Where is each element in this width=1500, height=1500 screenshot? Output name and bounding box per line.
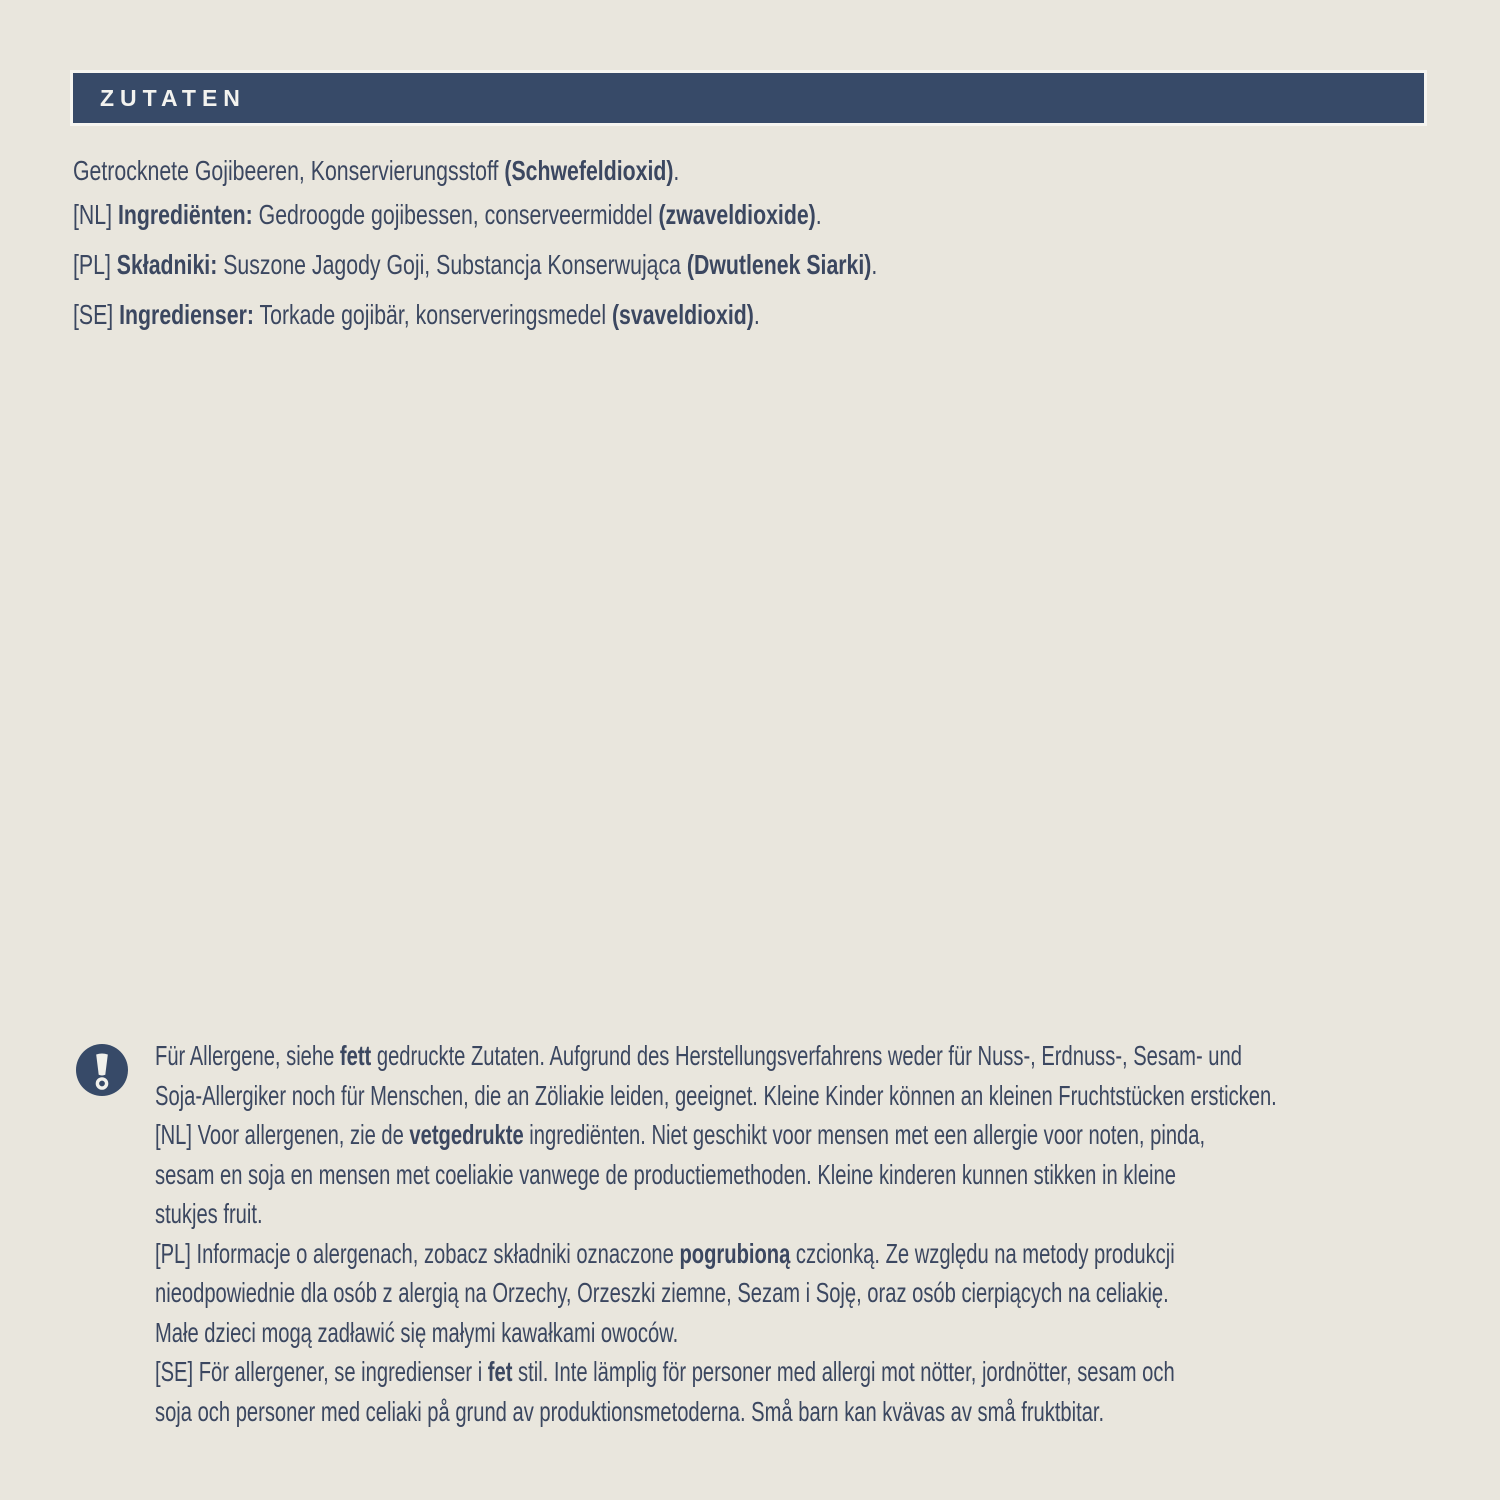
warning-line-de-1: Für Allergene, siehe fett gedruckte Zutaten. Aufgrund des Herstellungsverfahrens weder für Nuss-, Erdnuss-, Sesam- und bbox=[155, 1040, 1242, 1071]
exclamation-icon bbox=[76, 1044, 128, 1096]
warning-line-pl-1: [PL] Informacje o alergenach, zobacz składniki oznaczone pogrubioną czcionką. Ze względu na metody produkcji bbox=[155, 1237, 1175, 1269]
section-header-bar bbox=[73, 73, 1424, 123]
warning-line-se-1: [SE] För allergener, se ingredienser i fet stil. Inte lämplig för personer med allergi mot nötter, jordnötter, sesam och bbox=[155, 1356, 1175, 1387]
ingredients-line-de: Getrocknete Gojibeeren, Konservierungsstoff (Schwefeldioxid). bbox=[73, 155, 680, 186]
ingredients-line-pl: [PL] Składniki: Suszone Jagody Goji, Substancja Konserwująca (Dwutlenek Siarki). bbox=[73, 249, 878, 280]
warning-line-nl-1: [NL] Voor allergenen, zie de vetgedrukte ingrediënten. Niet geschikt voor mensen met een allergie voor noten, pinda, bbox=[155, 1119, 1206, 1150]
section-title: ZUTATEN bbox=[100, 84, 246, 111]
ingredients-line-se: [SE] Ingredienser: Torkade gojibär, konserveringsmedel (svaveldioxid). bbox=[73, 299, 760, 330]
warning-line-pl-3: Małe dzieci mogą zadławić się małymi kawałkami owoców. bbox=[155, 1316, 679, 1348]
warning-line-pl-2: nieodpowiednie dla osób z alergią na Orzechy, Orzeszki ziemne, Sezam i Soję, oraz osób cierpiących na celiakię. bbox=[155, 1277, 1169, 1308]
warning-line-se-2: soja och personer med celiaki på grund av produktionsmetoderna. Små barn kan kvävas av små fruktbitar. bbox=[155, 1395, 1105, 1427]
warning-line-de-2: Soja-Allergiker noch für Menschen, die an Zöliakie leiden, geeignet. Kleine Kinder können an kleinen Fruchtstücken ersticken. bbox=[155, 1079, 1277, 1111]
allergen-warning-text bbox=[155, 1036, 1451, 1431]
ingredients-line-nl: [NL] Ingrediënten: Gedroogde gojibessen, conserveermiddel (zwaveldioxide). bbox=[73, 199, 822, 230]
ingredients-list bbox=[73, 152, 1441, 340]
warning-line-nl-3: stukjes fruit. bbox=[155, 1198, 263, 1229]
warning-line-nl-2: sesam en soja en mensen met coeliakie vanwege de productiemethoden. Kleine kinderen kunnen stikken in kleine bbox=[155, 1158, 1176, 1190]
